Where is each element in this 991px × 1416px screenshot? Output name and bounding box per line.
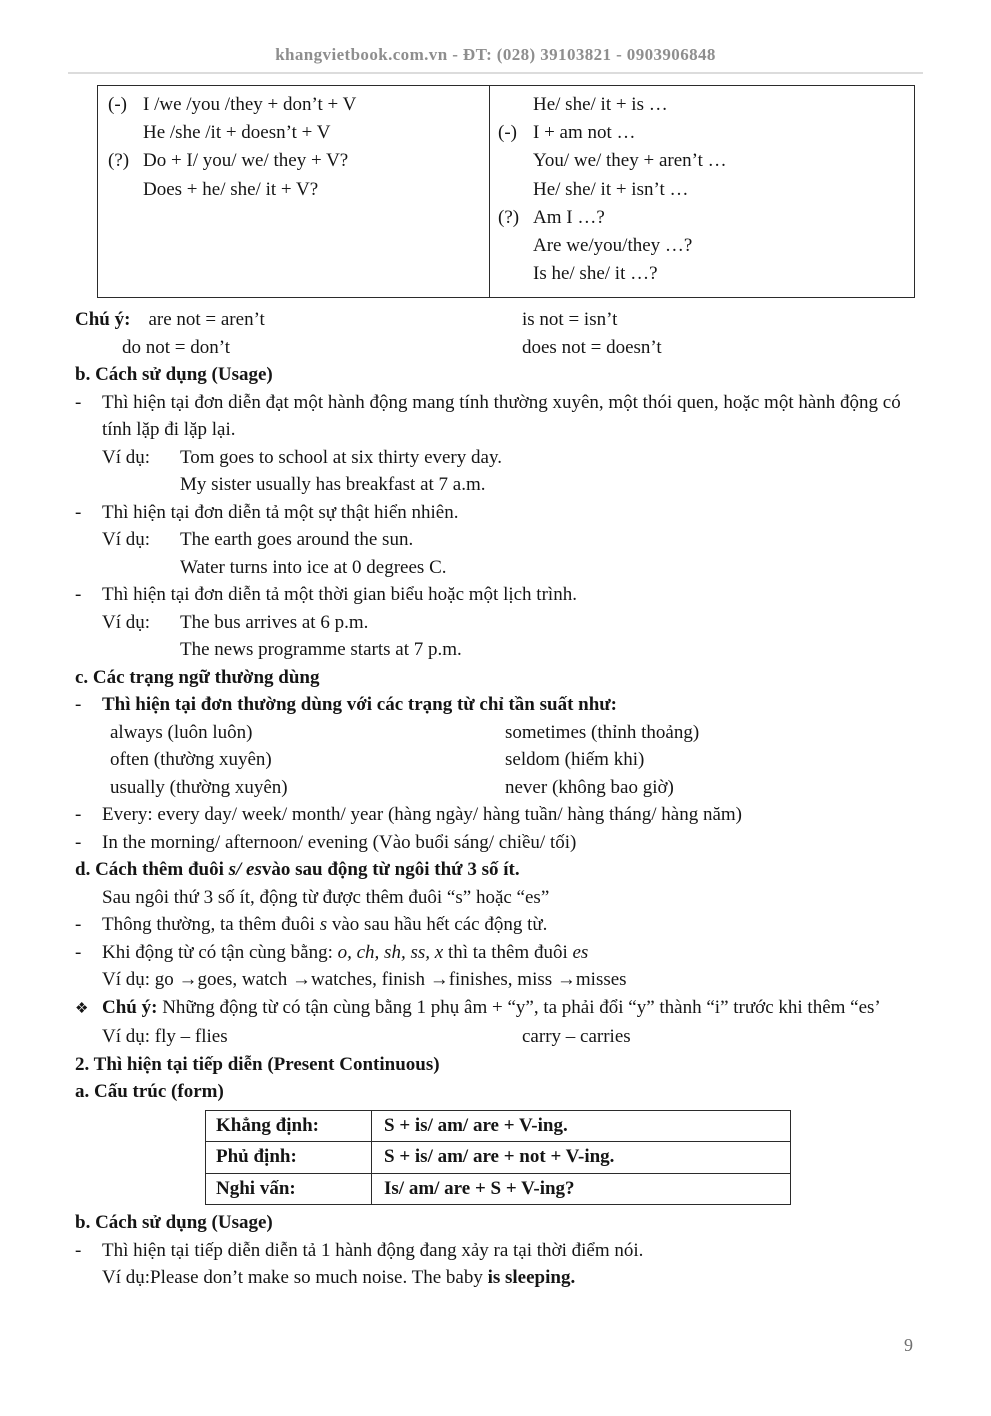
header-divider — [68, 72, 923, 74]
continuous-usage-text: Thì hiện tại tiếp diễn diễn tả 1 hành động đang xảy ra tại thời điểm nói. — [102, 1239, 644, 1261]
continuous-example: Ví dụ:Please don’t make so much noise. The baby is sleeping. — [102, 1267, 576, 1289]
suffix-note-text: Chú ý: Những động từ có tận cùng bằng 1 phụ âm + “y”, ta phải đổi “y” thành “i” trước khi thêm “es’ — [102, 996, 881, 1018]
table-left-column — [98, 86, 490, 297]
form-text: Are we/you/they …? — [533, 235, 693, 257]
dash-marker: - — [75, 914, 82, 936]
adverb-left: often (thường xuyên) — [110, 749, 272, 771]
usage-item-text: Thì hiện tại đơn diễn tả một thời gian biểu hoặc một lịch trình. — [102, 584, 577, 606]
form-text: Is he/ she/ it …? — [533, 263, 658, 285]
dash-marker: - — [75, 391, 82, 413]
table-row — [206, 1111, 790, 1143]
form-text: He/ she/ it + isn’t … — [533, 178, 689, 200]
form-value: S + is/ am/ are + V-ing. — [384, 1114, 568, 1136]
table-row — [206, 1142, 790, 1174]
example-label: Ví dụ: — [102, 529, 151, 551]
note-text: are not = aren’t — [148, 309, 265, 331]
table-row — [498, 260, 908, 288]
example-label: Ví dụ: — [102, 446, 151, 468]
form-text: I /we /you /they + don’t + V — [143, 94, 357, 115]
usage-item-text: Thì hiện tại đơn diễn đạt một hành động mang tính thường xuyên, một thói quen, hoặc một hành động có tính lặp đi lặp lại. — [102, 391, 901, 441]
contraction-note-row-2 — [75, 334, 921, 362]
form-marker — [108, 176, 143, 204]
suffix-heading-post: vào sau động từ ngôi thứ 3 số ít. — [261, 859, 520, 881]
header-text: khangvietbook.com.vn - ĐT: (028) 39103821 - 0903906848 — [275, 45, 716, 64]
example-text: The earth goes around the sun. — [180, 529, 414, 551]
table-row — [206, 1174, 790, 1205]
example-text: The news programme starts at 7 p.m. — [180, 639, 462, 661]
note-label: Chú ý: — [75, 309, 131, 331]
dash-marker: - — [75, 694, 82, 716]
suffix-examples: Ví dụ: go →goes, watch →watches, finish →finishes, miss →misses — [102, 969, 627, 991]
form-text: I + am not … — [533, 122, 636, 144]
note-text: is not = isn’t — [522, 309, 618, 331]
form-value: S + is/ am/ are + not + V-ing. — [384, 1146, 615, 1168]
form-marker — [498, 260, 533, 288]
form-text: You/ we/ they + aren’t … — [533, 150, 727, 172]
usage-item-3 — [75, 581, 921, 609]
suffix-rule-text: Khi động từ có tận cùng bằng: o, ch, sh, ss, x thì ta thêm đuôi es — [102, 941, 589, 963]
present-simple-forms-table — [97, 85, 915, 298]
every-line-text: Every: every day/ week/ month/ year (hàng ngày/ hàng tuần/ hàng tháng/ hàng năm) — [102, 804, 742, 826]
table-row — [108, 147, 483, 175]
page-header — [0, 0, 991, 65]
form-text: He/ she/ it + is … — [533, 94, 668, 115]
form-marker — [498, 176, 533, 204]
suffix-heading-pre: d. Cách thêm đuôi — [75, 859, 229, 881]
usage-item-text: Thì hiện tại đơn diễn tả một sự thật hiển nhiên. — [102, 501, 459, 523]
diamond-icon: ❖ — [75, 1000, 89, 1017]
section-heading-continuous-usage: b. Cách sử dụng (Usage) — [75, 1212, 273, 1234]
table-row — [108, 119, 483, 147]
adverb-left: usually (thường xuyên) — [110, 776, 288, 798]
adverb-right: never (không bao giờ) — [505, 776, 674, 798]
table-row — [498, 91, 908, 119]
example-row — [75, 444, 921, 472]
form-marker: (-) — [108, 94, 127, 115]
dash-marker: - — [75, 584, 82, 606]
form-marker — [498, 232, 533, 260]
contraction-note-row-1 — [75, 306, 921, 334]
present-continuous-form-table — [205, 1110, 791, 1206]
form-text: Am I …? — [533, 206, 605, 228]
form-marker — [108, 119, 143, 147]
form-text: Does + he/ she/ it + V? — [143, 178, 319, 200]
adverb-row — [75, 746, 921, 774]
adverb-row — [75, 774, 921, 802]
suffix-rule-1 — [75, 911, 921, 939]
suffix-note-examples — [75, 1023, 921, 1051]
table-right-column — [490, 86, 914, 297]
form-marker: (-) — [498, 122, 517, 144]
note-text: does not = doesn’t — [522, 336, 662, 358]
section-heading-continuous: 2. Thì hiện tại tiếp diễn (Present Continuous) — [75, 1053, 440, 1075]
usage-item-1 — [75, 389, 921, 444]
form-label: Nghi vấn: — [206, 1174, 372, 1205]
table-row — [498, 176, 908, 204]
table-row — [498, 147, 908, 175]
form-text: He /she /it + doesn’t + V — [143, 122, 331, 144]
continuous-usage-item — [75, 1237, 921, 1265]
adverbs-intro — [75, 691, 921, 719]
page-number: 9 — [904, 1335, 913, 1355]
suffix-rule-text: Thông thường, ta thêm đuôi s vào sau hầu hết các động từ. — [102, 914, 548, 936]
example-row — [75, 609, 921, 637]
suffix-heading-italic: s/ es — [228, 859, 262, 881]
form-label: Khẳng định: — [206, 1111, 372, 1142]
dash-marker: - — [75, 501, 82, 523]
adverb-right: sometimes (thỉnh thoảng) — [505, 721, 700, 743]
example-text: Water turns into ice at 0 degrees C. — [180, 556, 447, 578]
form-label: Phủ định: — [206, 1142, 372, 1173]
suffix-note — [75, 994, 921, 1024]
adverb-right: seldom (hiếm khi) — [505, 749, 645, 771]
adverb-left: always (luôn luôn) — [110, 721, 253, 743]
every-line — [75, 801, 921, 829]
example-row — [75, 526, 921, 554]
table-row — [498, 119, 908, 147]
note-text: do not = don’t — [122, 336, 231, 358]
section-heading-usage: b. Cách sử dụng (Usage) — [75, 364, 273, 386]
time-line — [75, 829, 921, 857]
dash-marker: - — [75, 831, 82, 853]
section-heading-suffix — [75, 856, 921, 884]
suffix-rule-2 — [75, 939, 921, 967]
example-label: Ví dụ: — [102, 611, 151, 633]
form-value: Is/ am/ are + S + V-ing? — [384, 1177, 575, 1199]
form-marker: (?) — [108, 150, 130, 172]
section-heading-adverbs: c. Các trạng ngữ thường dùng — [75, 666, 320, 688]
table-row — [108, 176, 483, 204]
dash-marker: - — [75, 804, 82, 826]
example-text: carry – carries — [522, 1026, 631, 1048]
example-text: My sister usually has breakfast at 7 a.m. — [180, 474, 486, 496]
time-line-text: In the morning/ afternoon/ evening (Vào buổi sáng/ chiều/ tối) — [102, 831, 577, 853]
form-marker — [498, 91, 533, 119]
example-text: Ví dụ: fly – flies — [102, 1026, 228, 1048]
adverb-row — [75, 719, 921, 747]
page-content — [75, 306, 921, 1292]
table-row — [498, 232, 908, 260]
dash-marker: - — [75, 941, 82, 963]
usage-item-2 — [75, 499, 921, 527]
table-row — [108, 91, 483, 119]
suffix-intro: Sau ngôi thứ 3 số ít, động từ được thêm đuôi “s” hoặc “es” — [102, 886, 550, 908]
form-marker — [498, 147, 533, 175]
adverbs-intro-text: Thì hiện tại đơn thường dùng với các trạng từ chỉ tần suất như: — [102, 694, 618, 716]
form-marker: (?) — [498, 206, 520, 228]
example-text: The bus arrives at 6 p.m. — [180, 611, 369, 633]
form-text: Do + I/ you/ we/ they + V? — [143, 150, 349, 172]
table-row — [498, 204, 908, 232]
note-left-cell — [75, 306, 522, 334]
dash-marker: - — [75, 1239, 82, 1261]
example-text: Tom goes to school at six thirty every day. — [180, 446, 502, 468]
section-heading-form: a. Cấu trúc (form) — [75, 1081, 224, 1103]
